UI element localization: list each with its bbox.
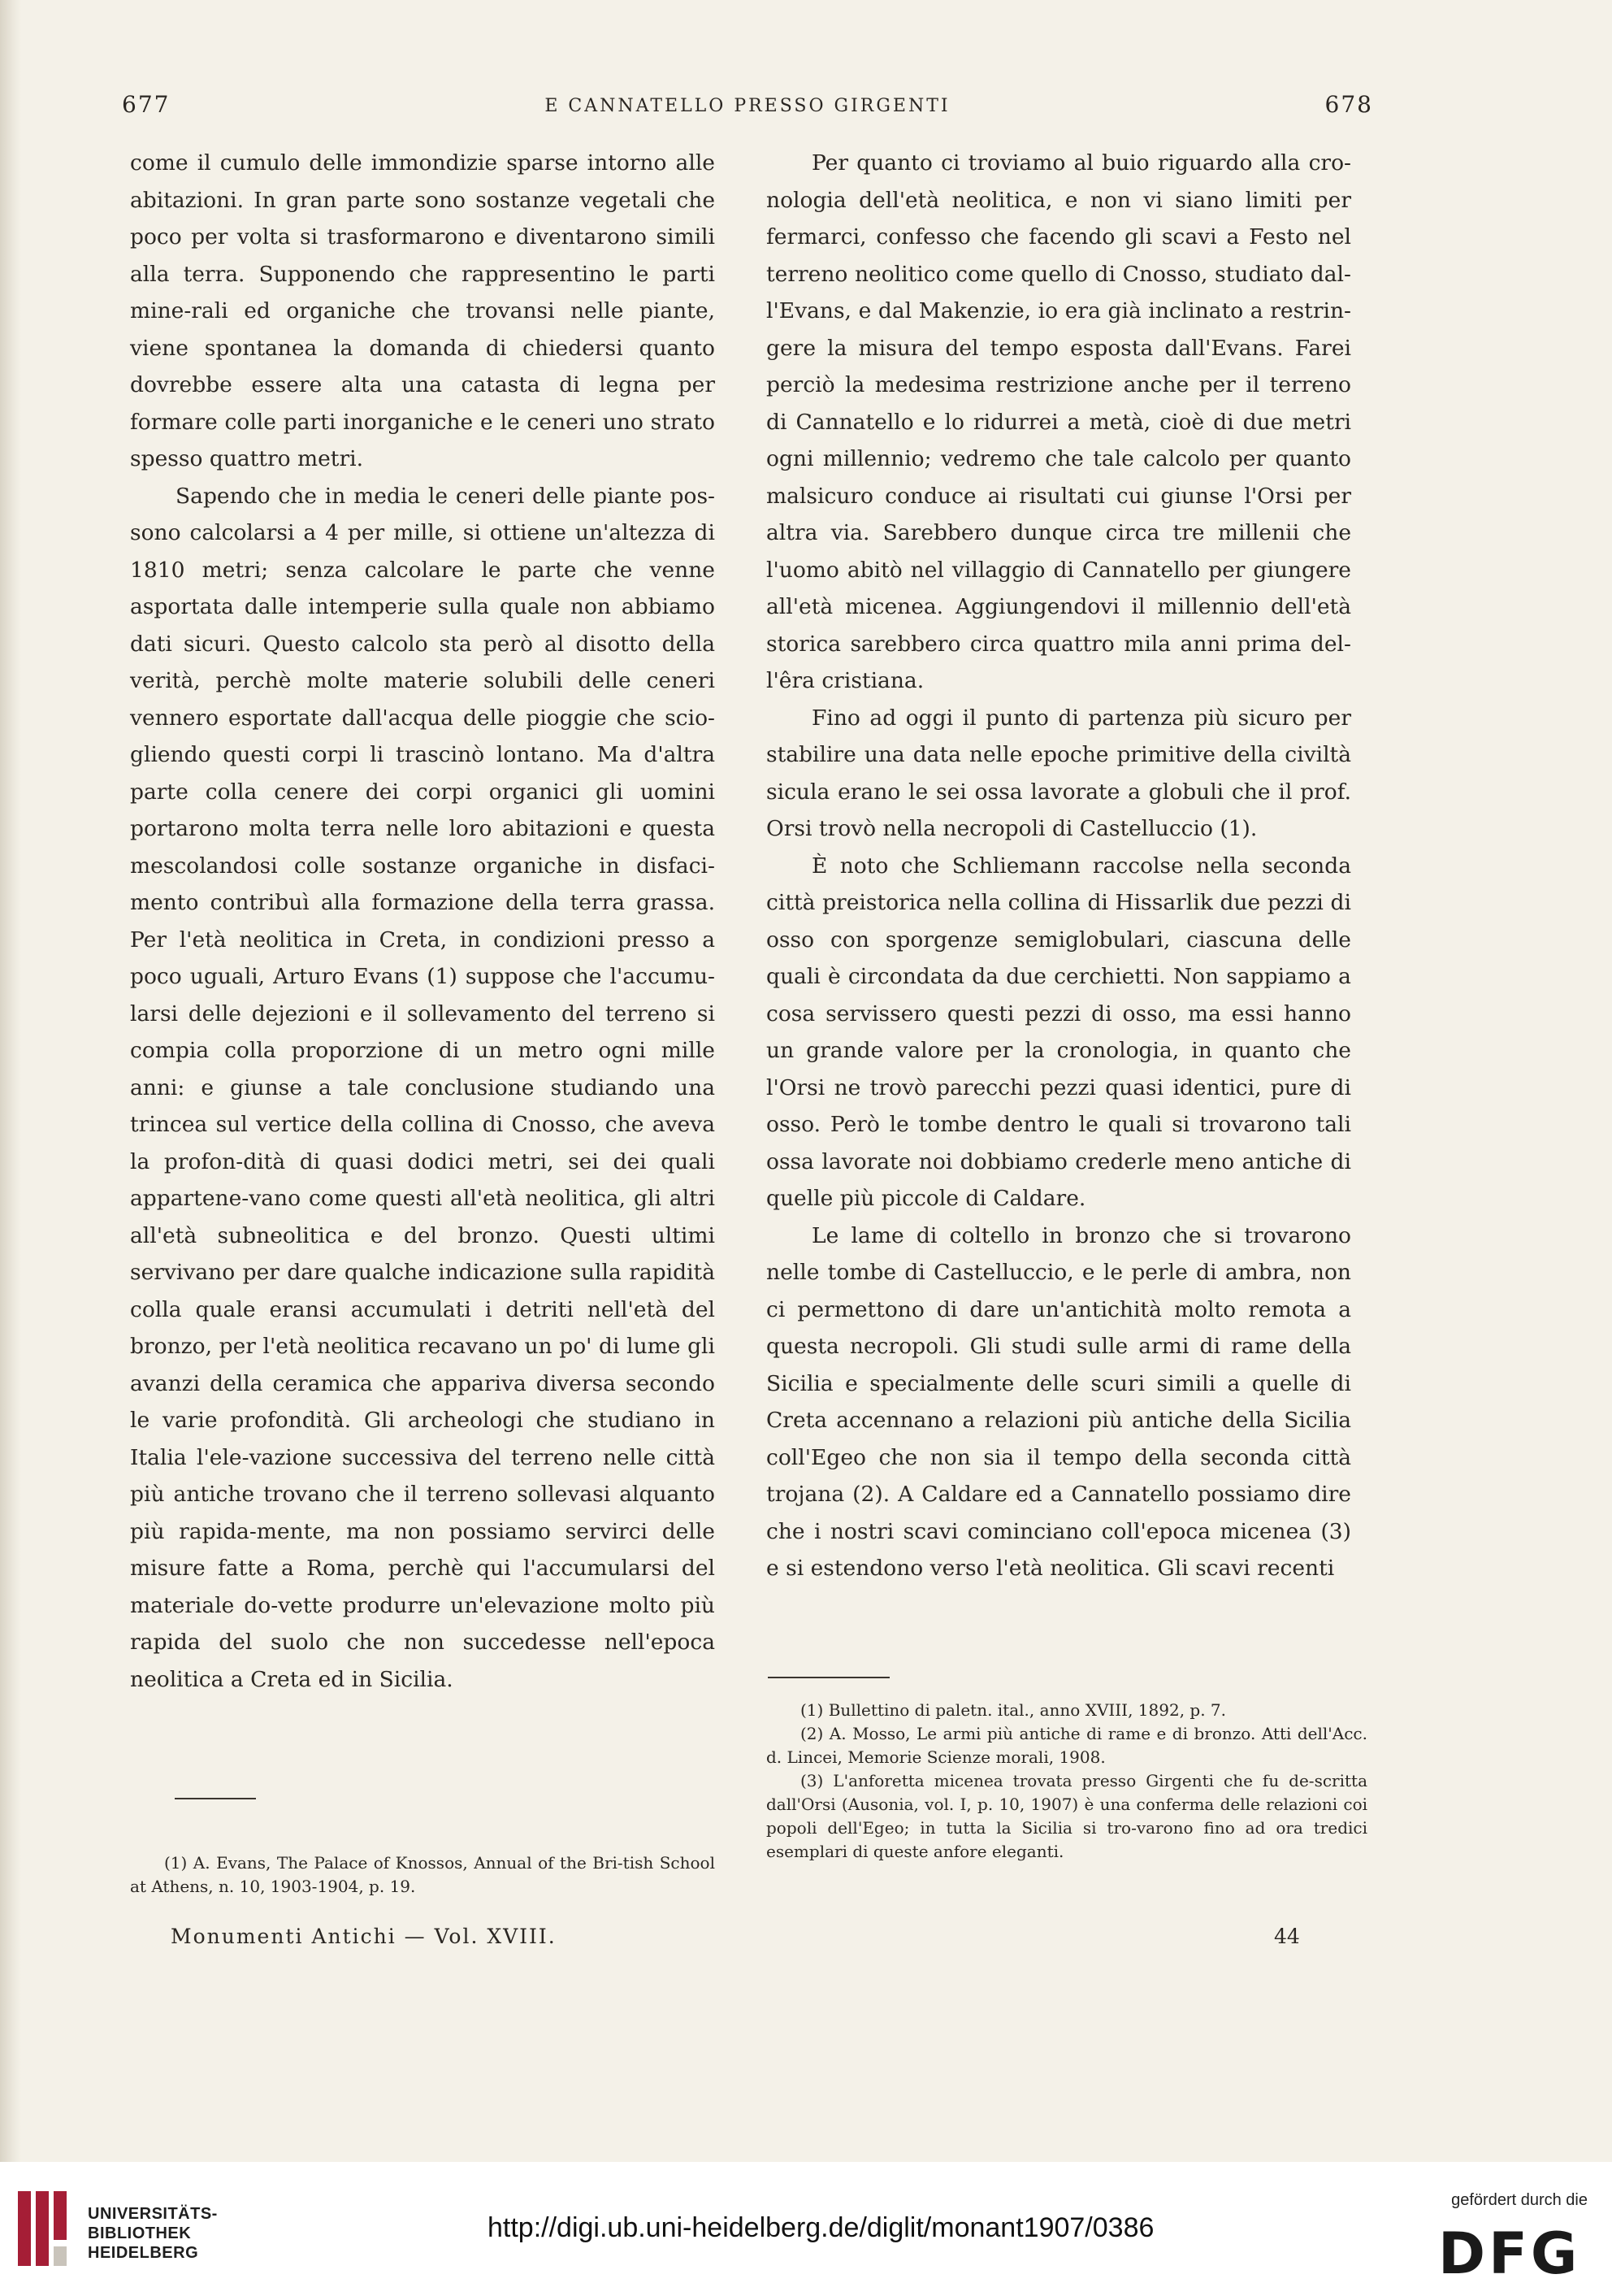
source-url-link[interactable]: http://digi.ub.uni-heidelberg.de/diglit/monant1907/0386 <box>488 2212 1155 2243</box>
footnote: (2) A. Mosso, Le armi più antiche di rame e di bronzo. Atti dell'Acc. d. Lincei, Memorie Scienze morali, 1908. <box>766 1724 1367 1767</box>
left-column <box>130 145 715 1698</box>
paragraph: Sapendo che in media le ceneri delle piante pos-sono calcolarsi a 4 per mille, si ottiene un'altezza di 1810 metri; senza calcolare le parte che venne asportata dalle intemperie sulla quale non abbiamo dati sicuri. Questo calcolo sta però al disotto della verità, perchè molte materie solubili delle ceneri vennero esportate dall'acqua delle pioggie che scio-gliendo questi corpi li trascinò lontano. Ma d'altra parte colla cenere dei corpi organici gli uomini portarono molta terra nelle loro abitazioni e questa mescolandosi colle sostanze organiche in disfaci-mento contribuì alla formazione della terra grassa. Per l'età neolitica in Creta, in condizioni presso a poco uguali, Arturo Evans (1) suppose che l'accumu-larsi delle dejezioni e il sollevamento del terreno si compia colla proporzione di un metro ogni mille anni: e giunse a tale conclusione studiando una trincea sul vertice della collina di Cnosso, che aveva la profon-dità di quasi dodici metri, sei dei quali appartene-vano come questi all'età neolitica, gli altri all'età subneolitica e del bronzo. Questi ultimi servivano per dare qualche indicazione sulla rapidità colla quale eransi accumulati i detriti nell'età del bronzo, per l'età neolitica recavano un po' di lume gli avanzi della ceramica che appariva diversa secondo le varie profondità. Gli archeologi che studiano in Italia l'ele-vazione successiva del terreno nelle città più antiche trovano che il terreno sollevasi alquanto più rapida-mente, ma non possiamo servirci delle misure fatte a Roma, perchè qui l'accumularsi del materiale do-vette produrre un'elevazione molto più rapida del suolo che non succedesse nell'epoca neolitica a Creta ed in Sicilia. <box>130 483 715 1692</box>
footnote: (3) L'anforetta micenea trovata presso Girgenti che fu de-scritta dall'Orsi (Ausonia, vol. I, p. 10, 1907) è una conferma delle relazioni coi popoli dell'Egeo; in tutta la Sicilia si tro-varono fino ad ora tredici esemplari di queste anfore eleganti. <box>766 1771 1367 1861</box>
footnotes-right <box>766 1699 1367 1864</box>
paragraph: È noto che Schliemann raccolse nella seconda città preistorica nella collina di Hissarlik due pezzi di osso con sporgenze semiglobulari, ciascuna delle quali è circondata da due cerchietti. Non sappiamo a cosa servissero questi pezzi di osso, ma essi hanno un grande valore per la cronologia, in quanto che l'Orsi ne trovò parecchi pezzi quasi identici, pure di osso. Però le tombe dentro le quali si trovarono tali ossa lavorate noi dobbiamo crederle meno antiche di quelle più piccole di Caldare. <box>766 853 1351 1211</box>
page-number-left: 677 <box>122 91 171 118</box>
paragraph: Per quanto ci troviamo al buio riguardo alla cro-nologia dell'età neolitica, e non vi siano limiti per fermarci, confesso che facendo gli scavi a Festo nel terreno neolitico come quello di Cnosso, studiato dal-l'Evans, e dal Makenzie, io era già inclinato a restrin-gere la misura del tempo esposta dall'Evans. Farei perciò la medesima restrizione anche per il terreno di Cannatello e lo ridurrei a metà, cioè di due metri ogni millennio; vedremo che tale calcolo per quanto malsicuro conduce ai risultati cui giunse l'Orsi per altra via. Sarebbero dunque circa tre millenii che l'uomo abitò nel villaggio di Cannatello per giungere all'età micenea. Aggiungendovi il millennio dell'età storica sarebbero circa quattro mila anni prima del-l'êra cristiana. <box>766 150 1351 693</box>
right-column <box>766 145 1351 1587</box>
dfg-logo: DFG <box>1438 2220 1581 2287</box>
library-seal-icon <box>18 2191 76 2266</box>
paragraph: come il cumulo delle immondizie sparse intorno alle abitazioni. In gran parte sono sostanze vegetali che poco per volta si trasformarono e diventarono simili alla terra. Supponendo che rappresentino le parti mine-rali ed organiche che trovansi nelle piante, viene spontanea la domanda di chiedersi quanto dovrebbe essere alta una catasta di legna per formare colle parti inorganiche e le ceneri uno strato spesso quattro metri. <box>130 150 715 471</box>
running-title: E CANNATELLO PRESSO GIRGENTI <box>544 96 951 116</box>
page-number-right: 678 <box>1324 91 1373 118</box>
page-binding-shadow <box>0 0 21 2162</box>
footnote: (1) A. Evans, The Palace of Knossos, Annual of the Bri-tish School at Athens, n. 10, 1903-1904, p. 19. <box>130 1853 715 1896</box>
library-name: UNIVERSITÄTS- BIBLIOTHEK HEIDELBERG <box>88 2205 218 2262</box>
digitization-footer <box>0 2162 1612 2296</box>
paragraph: Le lame di coltello in bronzo che si trovarono nelle tombe di Castelluccio, e le perle di ambra, non ci permettono di dare un'antichità molto remota a questa necropoli. Gli studi sulle armi di rame della Sicilia e specialmente delle scuri simili a quelle di Creta accennano a relazioni più antiche della Sicilia coll'Egeo che non sia il tempo della seconda città trojana (2). A Caldare ed a Cannatello possiamo dire che i nostri scavi cominciano coll'epoca micenea (3) e si estendono verso l'età neolitica. Gli scavi recenti <box>766 1222 1351 1581</box>
footnote-rule-right <box>768 1677 890 1678</box>
page-header <box>122 91 1373 132</box>
sponsor-text: gefördert durch die <box>1451 2191 1588 2209</box>
footnote: (1) Bullettino di paletn. ital., anno XVIII, 1892, p. 7. <box>800 1700 1227 1720</box>
signature-line: Monumenti Antichi — Vol. XVIII. <box>171 1925 557 1948</box>
footnote-rule-left <box>175 1798 256 1799</box>
paragraph: Fino ad oggi il punto di partenza più sicuro per stabilire una data nelle epoche primitive della civiltà sicula erano le sei ossa lavorate a globuli che il prof. Orsi trovò nella necropoli di Castelluccio (1). <box>766 705 1351 841</box>
sheet-number: 44 <box>1274 1925 1300 1948</box>
footnotes-left <box>130 1851 715 1899</box>
